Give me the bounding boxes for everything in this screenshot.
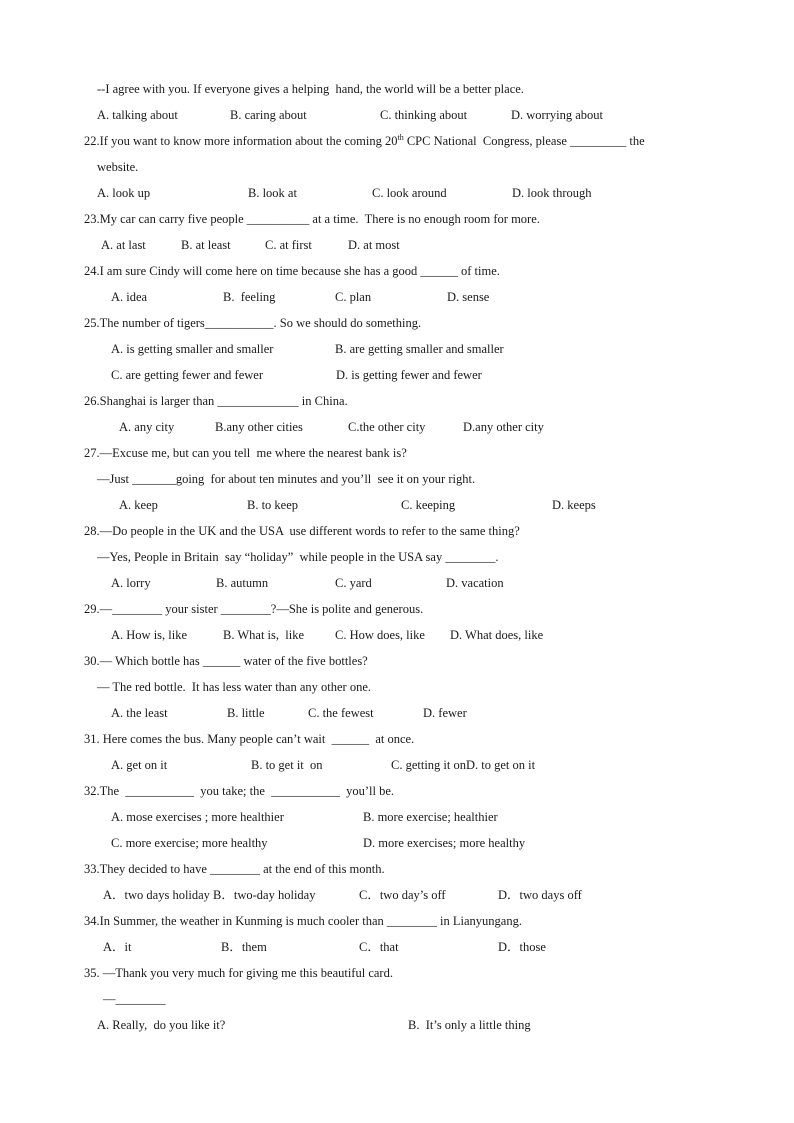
q29-option-d: D. What does, like	[450, 628, 544, 642]
q33-option-c: C．two day’s off	[359, 888, 446, 902]
q28-option-a: A. lorry	[111, 576, 151, 590]
q23-option-c: C. at first	[265, 238, 312, 252]
q34-question: 34.In Summer, the weather in Kunming is much cooler than ________ in Lianyungang.	[84, 914, 522, 928]
q28-option-b: B. autumn	[216, 576, 269, 590]
q21-answer-line: --I agree with you. If everyone gives a helping hand, the world will be a better place.	[97, 82, 524, 96]
q35-answer-blank: —________	[103, 992, 166, 1006]
q32-option-a: A. mose exercises ; more healthier	[111, 810, 284, 824]
q22-question-cont: website.	[97, 160, 139, 174]
q33-option-ab: A．two days holiday B．two-day holiday	[103, 888, 316, 902]
q28-answer-line: —Yes, People in Britain say “holiday” while people in the USA say ________.	[97, 550, 499, 564]
q29-option-c: C. How does, like	[335, 628, 425, 642]
q22-superscript: th	[397, 133, 404, 142]
q30-option-d: D. fewer	[423, 706, 467, 720]
q30-option-a: A. the least	[111, 706, 168, 720]
q22-text-after: CPC National Congress, please _________ the	[403, 134, 645, 148]
q21-option-c: C. thinking about	[380, 108, 468, 122]
q26-question: 26.Shanghai is larger than _____________ in China.	[84, 394, 348, 408]
q32-option-d: D. more exercises; more healthy	[363, 836, 526, 850]
q31-question: 31. Here comes the bus. Many people can’t wait ______ at once.	[84, 732, 415, 746]
q31-option-cd: C. getting it onD. to get on it	[391, 758, 536, 772]
q34-option-c: C．that	[359, 940, 399, 954]
q22-option-a: A. look up	[97, 186, 151, 200]
q26-option-b: B.any other cities	[215, 420, 303, 434]
q24-question: 24.I am sure Cindy will come here on time because she has a good ______ of time.	[84, 264, 500, 278]
q34-option-b: B．them	[221, 940, 267, 954]
q22-option-c: C. look around	[372, 186, 447, 200]
q27-option-d: D. keeps	[552, 498, 596, 512]
q25-option-a: A. is getting smaller and smaller	[111, 342, 274, 356]
q27-answer-line: —Just _______going for about ten minutes and you’ll see it on your right.	[97, 472, 476, 486]
q23-question: 23.My car can carry five people __________ at a time. There is no enough room for more.	[84, 212, 540, 226]
q22-text-before: 22.If you want to know more information about the coming 20	[84, 134, 398, 148]
q34-option-a: A．it	[103, 940, 132, 954]
q21-option-a: A. talking about	[97, 108, 178, 122]
q27-option-c: C. keeping	[401, 498, 456, 512]
q22-option-d: D. look through	[512, 186, 592, 200]
q23-option-b: B. at least	[181, 238, 231, 252]
q34-option-d: D．those	[498, 940, 546, 954]
q35-option-a: A. Really, do you like it?	[97, 1018, 226, 1032]
q24-option-d: D. sense	[447, 290, 490, 304]
q25-option-d: D. is getting fewer and fewer	[336, 368, 482, 382]
q31-option-b: B. to get it on	[251, 758, 323, 772]
q29-option-b: B. What is, like	[223, 628, 305, 642]
q30-option-c: C. the fewest	[308, 706, 374, 720]
q30-answer-line: — The red bottle. It has less water than any other one.	[97, 680, 371, 694]
q33-option-d: D．two days off	[498, 888, 582, 902]
q35-question: 35. —Thank you very much for giving me this beautiful card.	[84, 966, 393, 980]
q32-question: 32.The ___________ you take; the ___________ you’ll be.	[84, 784, 395, 798]
q35-option-b: B. It’s only a little thing	[408, 1018, 531, 1032]
q26-option-a: A. any city	[119, 420, 175, 434]
q26-option-c: C.the other city	[348, 420, 426, 434]
q21-option-d: D. worrying about	[511, 108, 603, 122]
q30-option-b: B. little	[227, 706, 265, 720]
q22-question	[84, 133, 645, 149]
q23-option-d: D. at most	[348, 238, 400, 252]
q28-question: 28.—Do people in the UK and the USA use different words to refer to the same thing?	[84, 524, 520, 538]
q29-question: 29.—________ your sister ________?—She is polite and generous.	[84, 602, 424, 616]
q24-option-a: A. idea	[111, 290, 148, 304]
q31-option-a: A. get on it	[111, 758, 168, 772]
q29-option-a: A. How is, like	[111, 628, 188, 642]
q27-option-a: A. keep	[119, 498, 158, 512]
q27-question: 27.—Excuse me, but can you tell me where the nearest bank is?	[84, 446, 407, 460]
q32-option-c: C. more exercise; more healthy	[111, 836, 268, 850]
q27-option-b: B. to keep	[247, 498, 299, 512]
q33-question: 33.They decided to have ________ at the end of this month.	[84, 862, 385, 876]
q24-option-b: B. feeling	[223, 290, 276, 304]
q32-option-b: B. more exercise; healthier	[363, 810, 498, 824]
q21-option-b: B. caring about	[230, 108, 307, 122]
q24-option-c: C. plan	[335, 290, 372, 304]
q25-question: 25.The number of tigers___________. So we should do something.	[84, 316, 422, 330]
q23-option-a: A. at last	[101, 238, 146, 252]
q22-option-b: B. look at	[248, 186, 297, 200]
q25-option-b: B. are getting smaller and smaller	[335, 342, 504, 356]
q25-option-c: C. are getting fewer and fewer	[111, 368, 264, 382]
q26-option-d: D.any other city	[463, 420, 544, 434]
q30-question: 30.— Which bottle has ______ water of the five bottles?	[84, 654, 368, 668]
q28-option-d: D. vacation	[446, 576, 504, 590]
q28-option-c: C. yard	[335, 576, 372, 590]
